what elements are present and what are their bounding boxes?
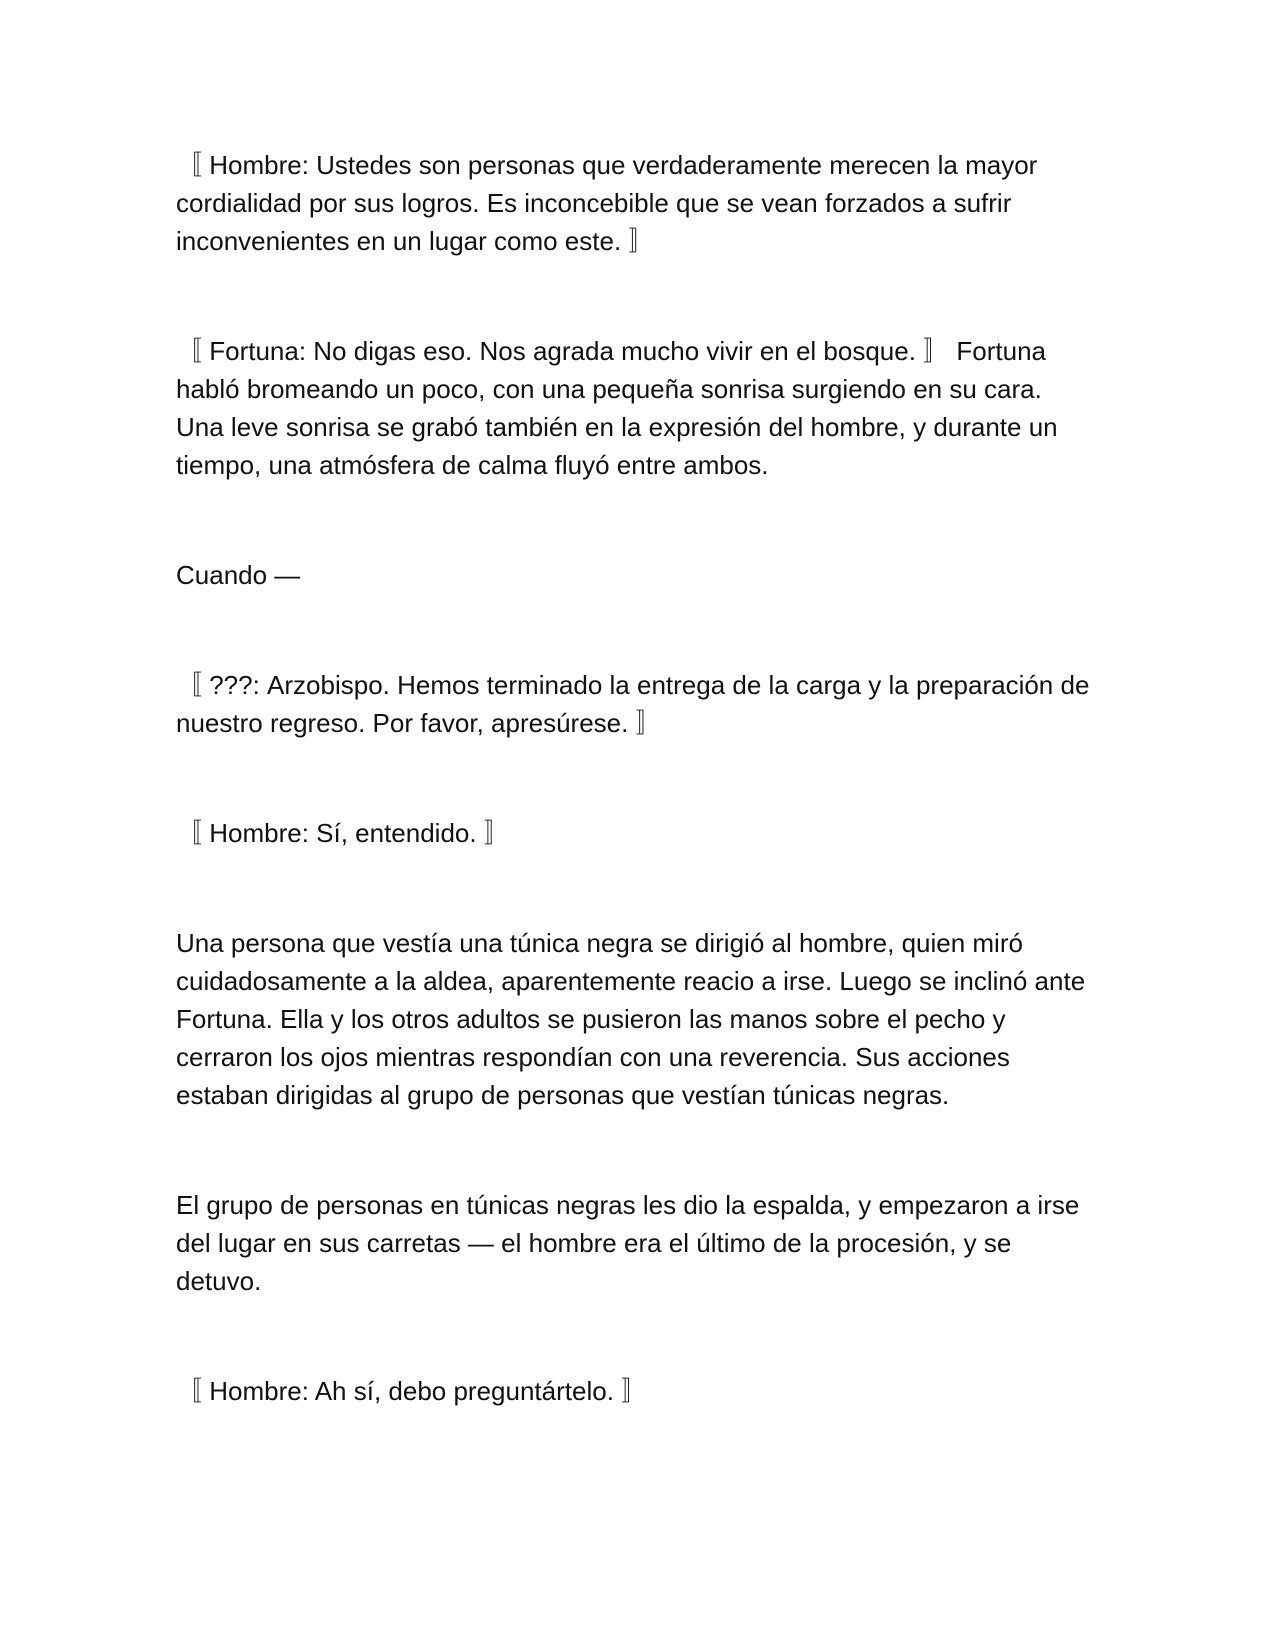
paragraph-spacer bbox=[176, 484, 1091, 556]
paragraph-dialogue-unknown: 〚 ???: Arzobispo. Hemos terminado la entrega de la carga y la preparación de nuestro regreso. Por favor, apresúrese. 〛 bbox=[176, 670, 1090, 738]
paragraph-narration-1: Una persona que vestía una túnica negra se dirigió al hombre, quien miró cuidadosamente a la aldea, aparentemente reacio a irse. Luego se inclinó ante Fortuna. Ella y los otros adultos se pusieron las manos sobre el pecho y cerraron los ojos mientras respondían con una reverencia. Sus acciones estaban dirigidas al grupo de personas que vestían túnicas negras. bbox=[176, 928, 1086, 1110]
paragraph-cuando: Cuando — bbox=[176, 560, 301, 590]
paragraph-spacer bbox=[176, 594, 1091, 666]
paragraph-dialogue-hombre-2: 〚 Hombre: Sí, entendido. 〛 bbox=[176, 818, 510, 848]
paragraph-spacer bbox=[176, 1300, 1091, 1372]
paragraph-spacer bbox=[176, 260, 1091, 332]
document-body bbox=[176, 146, 1091, 1410]
paragraph-spacer bbox=[176, 742, 1091, 814]
paragraph-narration-2: El grupo de personas en túnicas negras les dio la espalda, y empezaron a irse del lugar en sus carretas — el hombre era el último de la procesión, y se detuvo. bbox=[176, 1190, 1080, 1296]
paragraph-dialogue-fortuna: 〚 Fortuna: No digas eso. Nos agrada mucho vivir en el bosque. 〛 Fortuna habló bromeando un poco, con una pequeña sonrisa surgiendo en su cara. Una leve sonrisa se grabó también en la expresión del hombre, y durante un tiempo, una atmósfera de calma fluyó entre ambos. bbox=[176, 336, 1058, 480]
paragraph-dialogue-hombre-1: 〚 Hombre: Ustedes son personas que verdaderamente merecen la mayor cordialidad por sus logros. Es inconcebible que se vean forzados a sufrir inconvenientes en un lugar como este. 〛 bbox=[176, 150, 1038, 256]
paragraph-spacer bbox=[176, 852, 1091, 924]
paragraph-dialogue-hombre-3: 〚 Hombre: Ah sí, debo preguntártelo. 〛 bbox=[176, 1376, 648, 1406]
paragraph-spacer bbox=[176, 1114, 1091, 1186]
